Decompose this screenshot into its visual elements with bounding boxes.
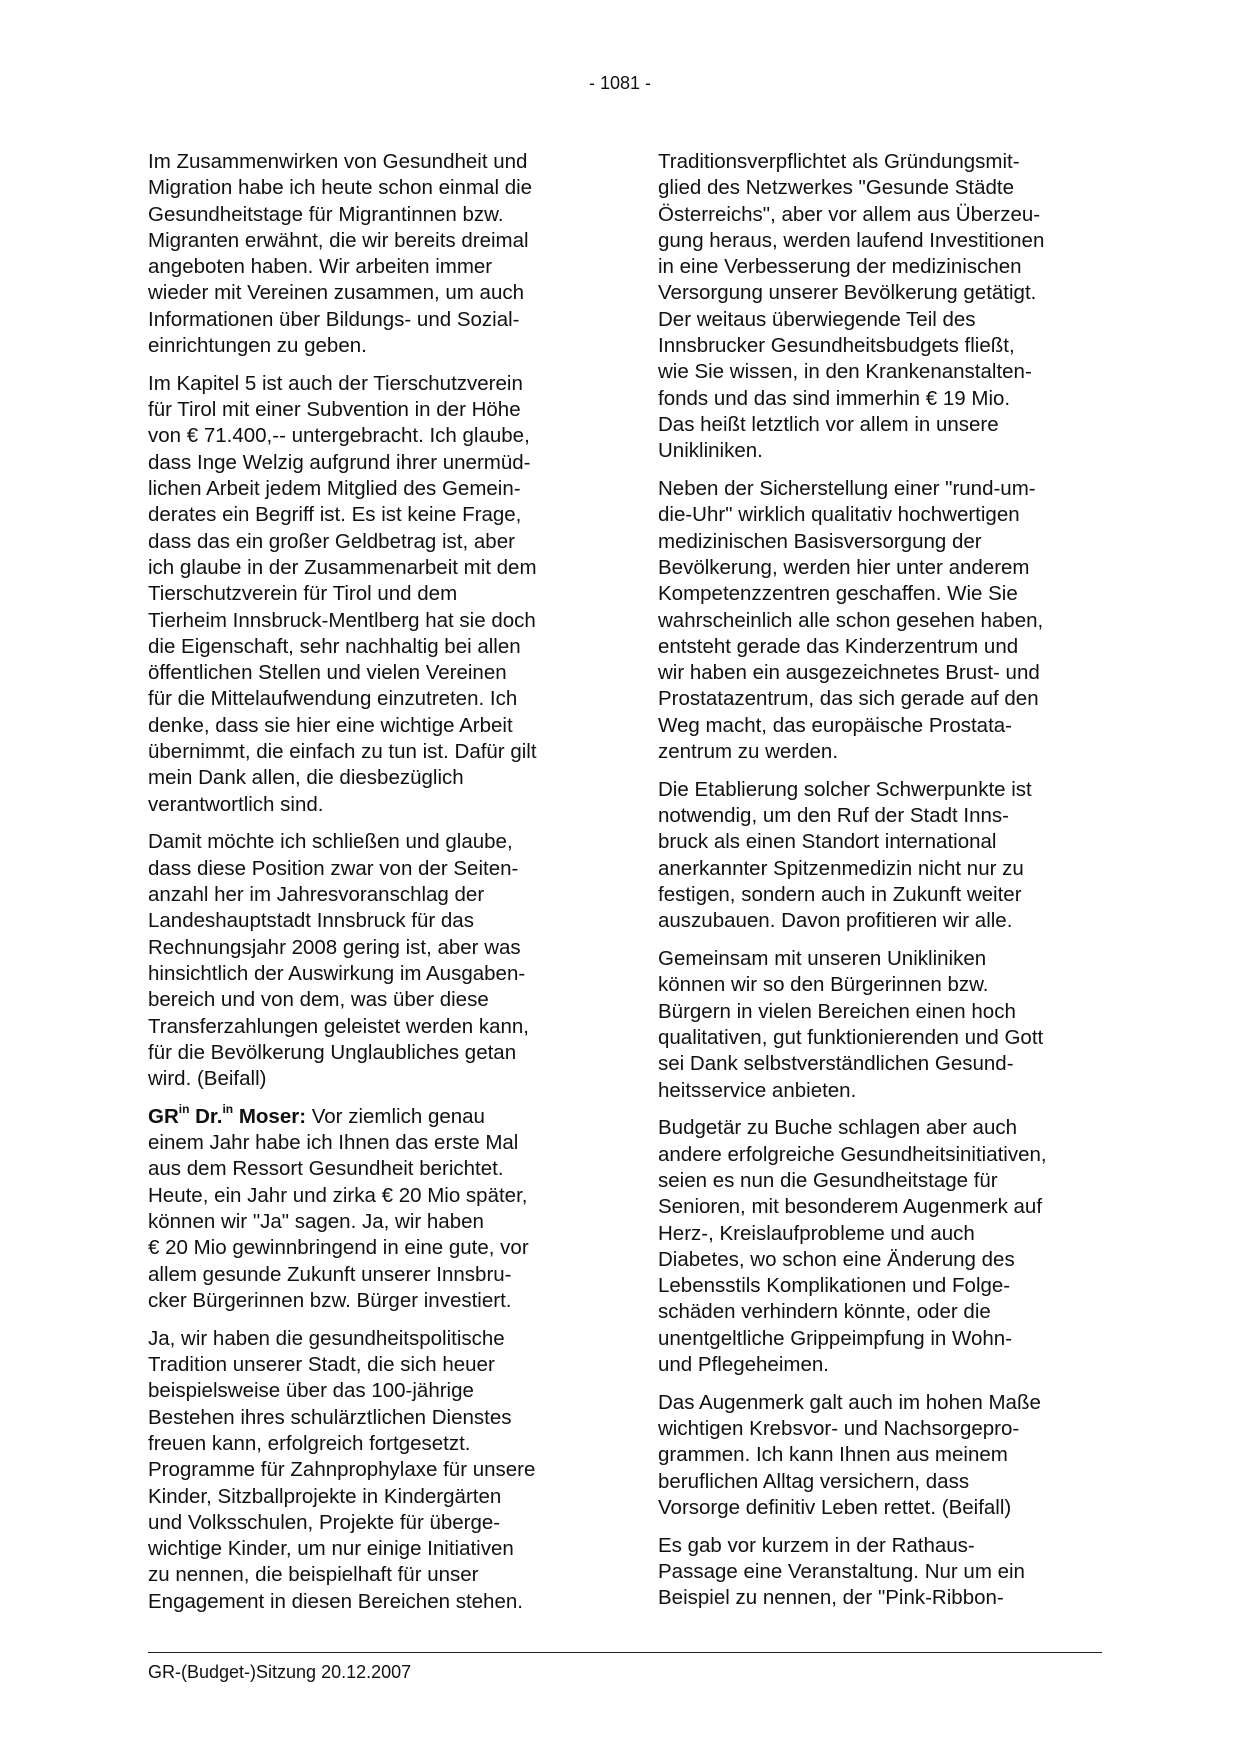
paragraph xyxy=(658,1390,1104,1521)
text-line: Tierschutzverein für Tirol und dem xyxy=(148,582,458,606)
text-line: Kompetenzzentren geschaffen. Wie Sie xyxy=(658,582,1018,606)
text-line: Bestehen ihres schulärztlichen Dienstes xyxy=(148,1405,512,1429)
text-line: Budgetär zu Buche schlagen aber auch xyxy=(658,1116,1018,1140)
text-line: Heute, ein Jahr und zirka € 20 Mio später, xyxy=(148,1183,528,1207)
text-line: übernimmt, die einfach zu tun ist. Dafür gilt xyxy=(148,740,537,764)
text-line: für die Mittelaufwendung einzutreten. Ich xyxy=(148,687,518,711)
text-line: Österreichs", aber vor allem aus Überzeu- xyxy=(658,202,1041,226)
text-line: die-Uhr" wirklich qualitativ hochwertigen xyxy=(658,503,1020,527)
text-line: Kinder, Sitzballprojekte in Kindergärten xyxy=(148,1484,502,1508)
text-line: für die Bevölkerung Unglaubliches getan xyxy=(148,1040,517,1064)
paragraph xyxy=(148,371,594,818)
text-line: die Eigenschaft, sehr nachhaltig bei allen xyxy=(148,634,521,658)
text-line: Prostatazentrum, das sich gerade auf den xyxy=(658,687,1039,711)
paragraph xyxy=(658,149,1104,465)
text-line: gung heraus, werden laufend Investitionen xyxy=(658,228,1045,252)
text-line: Im Zusammenwirken von Gesundheit und xyxy=(148,150,528,173)
text-line: wir haben ein ausgezeichnetes Brust- und xyxy=(658,661,1040,685)
text-line: Die Etablierung solcher Schwerpunkte ist xyxy=(658,777,1032,801)
speaker-name xyxy=(148,1102,307,1128)
text-line: Tierheim Innsbruck-Mentlberg hat sie doch xyxy=(148,608,536,632)
text-line: Der weitaus überwiegende Teil des xyxy=(658,307,976,331)
text-line: dass Inge Welzig aufgrund ihrer unermüd- xyxy=(148,450,531,474)
text-line: zentrum zu werden. xyxy=(658,740,839,764)
text-line: Informationen über Bildungs- und Sozial- xyxy=(148,307,520,331)
text-line: beispielsweise über das 100-jährige xyxy=(148,1379,474,1403)
text-line: medizinischen Basisversorgung der xyxy=(658,529,982,553)
text-line: allem gesunde Zukunft unserer Innsbru- xyxy=(148,1262,512,1286)
text-line: auszubauen. Davon profitieren wir alle. xyxy=(658,909,1013,933)
text-line: Beispiel zu nennen, der "Pink-Ribbon- xyxy=(658,1586,1004,1610)
speaker-line xyxy=(148,1104,594,1130)
text-line: für Tirol mit einer Subvention in der Höhe xyxy=(148,398,521,422)
text-line: beruflichen Alltag versichern, dass xyxy=(658,1469,970,1493)
text-line: dass das ein großer Geldbetrag ist, aber xyxy=(148,529,515,553)
speaker-title-gr-sup: in xyxy=(178,1102,190,1117)
text-line: notwendig, um den Ruf der Stadt Inns- xyxy=(658,804,1009,828)
text-line: Herz-, Kreislaufprobleme und auch xyxy=(658,1221,975,1245)
right-column xyxy=(658,149,1104,1623)
text-line: Diabetes, wo schon eine Änderung des xyxy=(658,1247,1015,1271)
speaker-title-dr-sup: in xyxy=(222,1102,234,1117)
text-line: Damit möchte ich schließen und glaube, xyxy=(148,830,513,854)
text-line: Ja, wir haben die gesundheitspolitische xyxy=(148,1326,505,1350)
text-line: derates ein Begriff ist. Es ist keine Frage, xyxy=(148,503,522,527)
text-line: Das heißt letztlich vor allem in unsere xyxy=(658,412,999,436)
text-line: wie Sie wissen, in den Krankenanstalten- xyxy=(658,360,1032,384)
text-line: freuen kann, erfolgreich fortgesetzt. xyxy=(148,1431,471,1455)
text-line: öffentlichen Stellen und vielen Vereinen xyxy=(148,661,507,685)
paragraph xyxy=(658,1115,1104,1378)
text-line: aus dem Ressort Gesundheit berichtet. xyxy=(148,1157,504,1181)
text-line: in eine Verbesserung der medizinischen xyxy=(658,255,1022,279)
text-line: Gesundheitstage für Migrantinnen bzw. xyxy=(148,202,504,226)
text-line: verantwortlich sind. xyxy=(148,792,324,816)
speaker-surname: Moser: xyxy=(233,1104,307,1128)
text-line: Das Augenmerk galt auch im hohen Maße xyxy=(658,1390,1041,1414)
text-line: denke, dass sie hier eine wichtige Arbeit xyxy=(148,713,513,737)
text-line: wahrscheinlich alle schon gesehen haben, xyxy=(658,608,1044,632)
text-line: Transferzahlungen geleistet werden kann, xyxy=(148,1014,530,1038)
text-line: Gemeinsam mit unseren Unikliniken xyxy=(658,947,987,971)
text-line: festigen, sondern auch in Zukunft weiter xyxy=(658,883,1022,907)
text-line: und Volksschulen, Projekte für überge- xyxy=(148,1510,501,1534)
page-number: - 1081 - xyxy=(588,73,652,93)
text-line: können wir "Ja" sagen. Ja, wir haben xyxy=(148,1210,484,1234)
text-line: Bürgern in vielen Bereichen einen hoch xyxy=(658,999,1016,1023)
text-line: einem Jahr habe ich Ihnen das erste Mal xyxy=(148,1131,519,1155)
paragraph-speaker xyxy=(148,1104,594,1314)
text-line: Neben der Sicherstellung einer "rund-um- xyxy=(658,477,1036,501)
text-line: Unikliniken. xyxy=(658,439,763,463)
text-line: wird. (Beifall) xyxy=(148,1067,267,1091)
text-line: Migration habe ich heute schon einmal die xyxy=(148,176,533,200)
text-line: Bevölkerung, werden hier unter anderem xyxy=(658,555,1030,579)
text-line: mein Dank allen, die diesbezüglich xyxy=(148,766,464,790)
text-line: anerkannter Spitzenmedizin nicht nur zu xyxy=(658,856,1024,880)
footer-session-label: GR-(Budget-)Sitzung 20.12.2007 xyxy=(148,1662,412,1682)
text-line: Rechnungsjahr 2008 gering ist, aber was xyxy=(148,935,521,959)
text-line: Es gab vor kurzem in der Rathaus- xyxy=(658,1533,975,1557)
text-line: Programme für Zahnprophylaxe für unsere xyxy=(148,1458,536,1482)
paragraph xyxy=(148,829,594,1092)
text-line: Vorsorge definitiv Leben rettet. (Beifall) xyxy=(658,1496,1012,1520)
text-line: andere erfolgreiche Gesundheitsinitiativen, xyxy=(658,1142,1047,1166)
footer-divider xyxy=(148,1652,1102,1653)
text-line: sei Dank selbstverständlichen Gesund- xyxy=(658,1052,1014,1076)
paragraph xyxy=(658,777,1104,935)
text-line: wieder mit Vereinen zusammen, um auch xyxy=(148,281,525,305)
speaker-title-dr: Dr. xyxy=(189,1104,223,1128)
text-line: können wir so den Bürgerinnen bzw. xyxy=(658,973,989,997)
paragraph xyxy=(148,149,594,359)
text-line: Migranten erwähnt, die wir bereits dreimal xyxy=(148,228,529,252)
text-line: Weg macht, das europäische Prostata- xyxy=(658,713,1012,737)
text-line: grammen. Ich kann Ihnen aus meinem xyxy=(658,1443,1008,1467)
text-line: hinsichtlich der Auswirkung im Ausgaben- xyxy=(148,961,526,985)
text-line: zu nennen, die beispielhaft für unser xyxy=(148,1563,479,1587)
text-line: schäden verhindern könnte, oder die xyxy=(658,1300,991,1324)
text-line: heitsservice anbieten. xyxy=(658,1078,857,1102)
text-line: Passage eine Veranstaltung. Nur um ein xyxy=(658,1560,1025,1584)
text-line: lichen Arbeit jedem Mitglied des Gemein- xyxy=(148,477,521,501)
left-column xyxy=(148,149,594,1627)
text-line: Lebensstils Komplikationen und Folge- xyxy=(658,1274,1011,1298)
text-line: entsteht gerade das Kinderzentrum und xyxy=(658,634,1019,658)
text-line: anzahl her im Jahresvoranschlag der xyxy=(148,883,485,907)
text-line: Traditionsverpflichtet als Gründungsmit- xyxy=(658,150,1020,173)
text-line: Landeshauptstadt Innsbruck für das xyxy=(148,909,474,933)
text-line: € 20 Mio gewinnbringend in eine gute, vor xyxy=(148,1236,529,1260)
text-line: unentgeltliche Grippeimpfung in Wohn- xyxy=(658,1326,1013,1350)
text-line: cker Bürgerinnen bzw. Bürger investiert. xyxy=(148,1288,512,1312)
paragraph xyxy=(148,1326,594,1615)
speaker-title-gr: GR xyxy=(148,1104,179,1128)
paragraph xyxy=(658,476,1104,765)
text-line: wichtige Kinder, um nur einige Initiativen xyxy=(148,1537,514,1561)
text-line: von € 71.400,-- untergebracht. Ich glaube, xyxy=(148,424,530,448)
text-line: Im Kapitel 5 ist auch der Tierschutzverein xyxy=(148,371,523,395)
text-line: qualitativen, gut funktionierenden und Gott xyxy=(658,1026,1044,1049)
text-line: glied des Netzwerkes "Gesunde Städte xyxy=(658,176,1014,200)
text-line: angeboten haben. Wir arbeiten immer xyxy=(148,255,493,279)
text-line: Engagement in diesen Bereichen stehen. xyxy=(148,1589,523,1613)
text-line: ich glaube in der Zusammenarbeit mit dem xyxy=(148,555,537,579)
text-line: Versorgung unserer Bevölkerung getätigt. xyxy=(658,281,1037,305)
text-line: einrichtungen zu geben. xyxy=(148,334,367,358)
text-line: wichtigen Krebsvor- und Nachsorgepro- xyxy=(658,1417,1020,1441)
text-line: Innsbrucker Gesundheitsbudgets fließt, xyxy=(658,334,1015,358)
text-line: bruck als einen Standort international xyxy=(658,830,997,854)
text-line: fonds und das sind immerhin € 19 Mio. xyxy=(658,386,1011,410)
speaker-line-rest: Vor ziemlich genau xyxy=(306,1104,485,1128)
text-line: Senioren, mit besonderem Augenmerk auf xyxy=(658,1195,1043,1219)
paragraph xyxy=(658,1533,1104,1612)
text-line: und Pflegeheimen. xyxy=(658,1353,829,1377)
text-line: seien es nun die Gesundheitstage für xyxy=(658,1168,998,1192)
paragraph xyxy=(658,946,1104,1104)
text-line: Tradition unserer Stadt, die sich heuer xyxy=(148,1353,495,1377)
text-line: dass diese Position zwar von der Seiten- xyxy=(148,856,519,880)
text-line: bereich und von dem, was über diese xyxy=(148,988,489,1012)
